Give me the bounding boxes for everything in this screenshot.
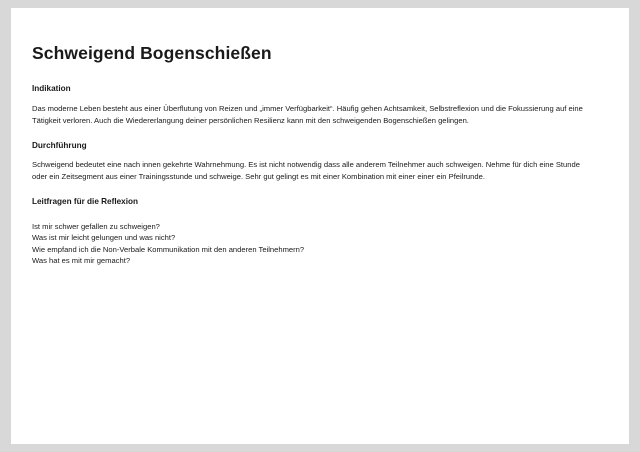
reflection-question-list	[32, 221, 607, 267]
section-heading-durchfuehrung: Durchführung	[32, 140, 87, 150]
list-item: Was hat es mit mir gemacht?	[32, 256, 131, 266]
section-body-durchfuehrung: Schweigend bedeutet eine nach innen gekehrte Wahrnehmung. Es ist nicht notwendig dass alle anderem Teilnehmer auch schweigen. Nehme für dich eine Stunde oder ein Zeitsegment aus einer Trainingsstunde und schweige. Sehr gut gelingt es mit einer Kombination mit einer einer ein Pfeilrunde.	[32, 160, 580, 182]
document-page	[11, 8, 629, 444]
list-item: Was ist mir leicht gelungen und was nicht?	[32, 233, 176, 243]
section-heading-indikation: Indikation	[32, 84, 71, 94]
section-body-indikation: Das moderne Leben besteht aus einer Überflutung von Reizen und „immer Verfügbarkeit“. Häufig gehen Achtsamkeit, Selbstreflexion und die Fokussierung auf eine Tätigkeit verloren. Auch die Wiedererlangung deiner persönlichen Resilienz kann mit den schweigenden Bogenschießen gelingen.	[32, 104, 583, 125]
section-durchfuehrung	[32, 141, 607, 183]
list-item: Wie empfand ich die Non-Verbale Kommunikation mit den anderen Teilnehmern?	[32, 244, 305, 254]
section-heading-leitfragen: Leitfragen für die Reflexion	[32, 197, 138, 206]
list-item: Ist mir schwer gefallen zu schweigen?	[32, 221, 160, 231]
section-indikation	[32, 84, 607, 126]
section-leitfragen	[32, 197, 607, 266]
page-title: Schweigend Bogenschießen	[32, 43, 272, 63]
document-content	[32, 44, 607, 280]
